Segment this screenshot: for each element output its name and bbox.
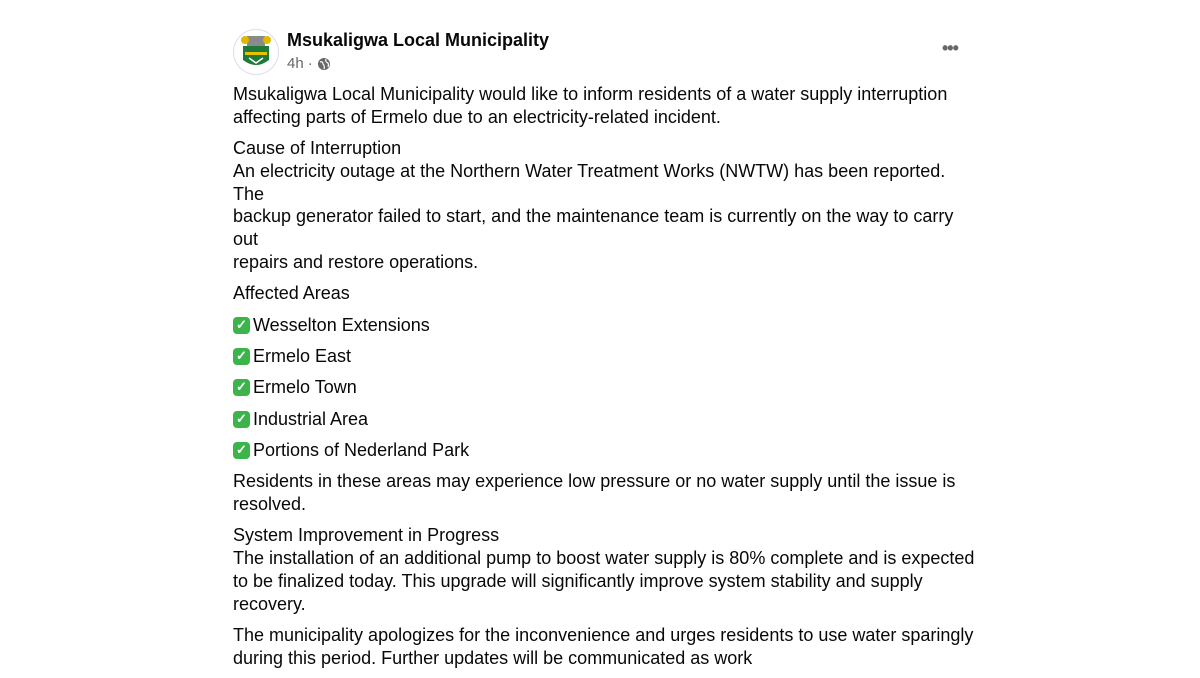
post-paragraph — [233, 83, 978, 129]
coat-of-arms-icon — [239, 32, 273, 72]
post-author[interactable]: Msukaligwa Local Municipality — [287, 30, 550, 50]
affected-area-item — [233, 345, 978, 368]
text-line: backup generator failed to start, and the maintenance team is currently on the way to carry out — [233, 206, 954, 250]
affected-area-label: Wesselton Extensions — [253, 314, 430, 335]
post-paragraph — [233, 470, 978, 516]
check-mark-icon: ✓ — [233, 348, 250, 365]
text-line: affecting parts of Ermelo due to an electricity-related incident. — [233, 106, 721, 127]
affected-area-item — [233, 376, 978, 399]
affected-area-item — [233, 314, 978, 337]
post-time[interactable]: 4h — [287, 55, 304, 72]
affected-area-item — [233, 439, 978, 462]
affected-area-label: Industrial Area — [253, 408, 369, 429]
check-mark-icon: ✓ — [233, 442, 250, 459]
affected-area-label: Ermelo East — [253, 346, 352, 367]
post-body — [233, 83, 978, 678]
text-line: recovery. — [233, 593, 306, 614]
text-line: to be finalized today. This upgrade will significantly improve system stability and supply — [233, 570, 923, 591]
text-line: Msukaligwa Local Municipality would like to inform residents of a water supply interruption — [233, 84, 948, 104]
affected-area-item — [233, 408, 978, 431]
text-line: System Improvement in Progress — [233, 525, 500, 546]
affected-area-label: Ermelo Town — [253, 377, 357, 398]
check-mark-icon: ✓ — [233, 317, 250, 334]
affected-area-label: Portions of Nederland Park — [253, 439, 470, 460]
text-line: An electricity outage at the Northern Water Treatment Works (NWTW) has been reported. The — [233, 160, 946, 204]
text-line: The municipality apologizes for the inconvenience and urges residents to use water sparingly — [233, 624, 974, 645]
facebook-post — [222, 18, 982, 668]
text-line: repairs and restore operations. — [233, 252, 479, 273]
more-options-button[interactable]: ••• — [942, 38, 958, 58]
check-mark-icon: ✓ — [233, 411, 250, 428]
post-paragraph — [233, 524, 978, 615]
check-mark-icon: ✓ — [233, 379, 250, 396]
text-line: Cause of Interruption — [233, 138, 402, 159]
post-paragraph — [233, 282, 978, 305]
post-meta: 4h · — [287, 55, 331, 72]
globe-icon — [317, 57, 331, 71]
post-paragraph — [233, 137, 978, 274]
text-line: Affected Areas — [233, 283, 350, 304]
text-line: Residents in these areas may experience low pressure or no water supply until the issue is — [233, 471, 956, 492]
text-line: resolved. — [233, 493, 307, 514]
text-line: The installation of an additional pump to boost water supply is 80% complete and is expected — [233, 548, 975, 569]
municipality-avatar[interactable] — [233, 29, 279, 75]
text-line: during this period. Further updates will be communicated as work — [233, 647, 753, 668]
post-paragraph — [233, 624, 978, 670]
